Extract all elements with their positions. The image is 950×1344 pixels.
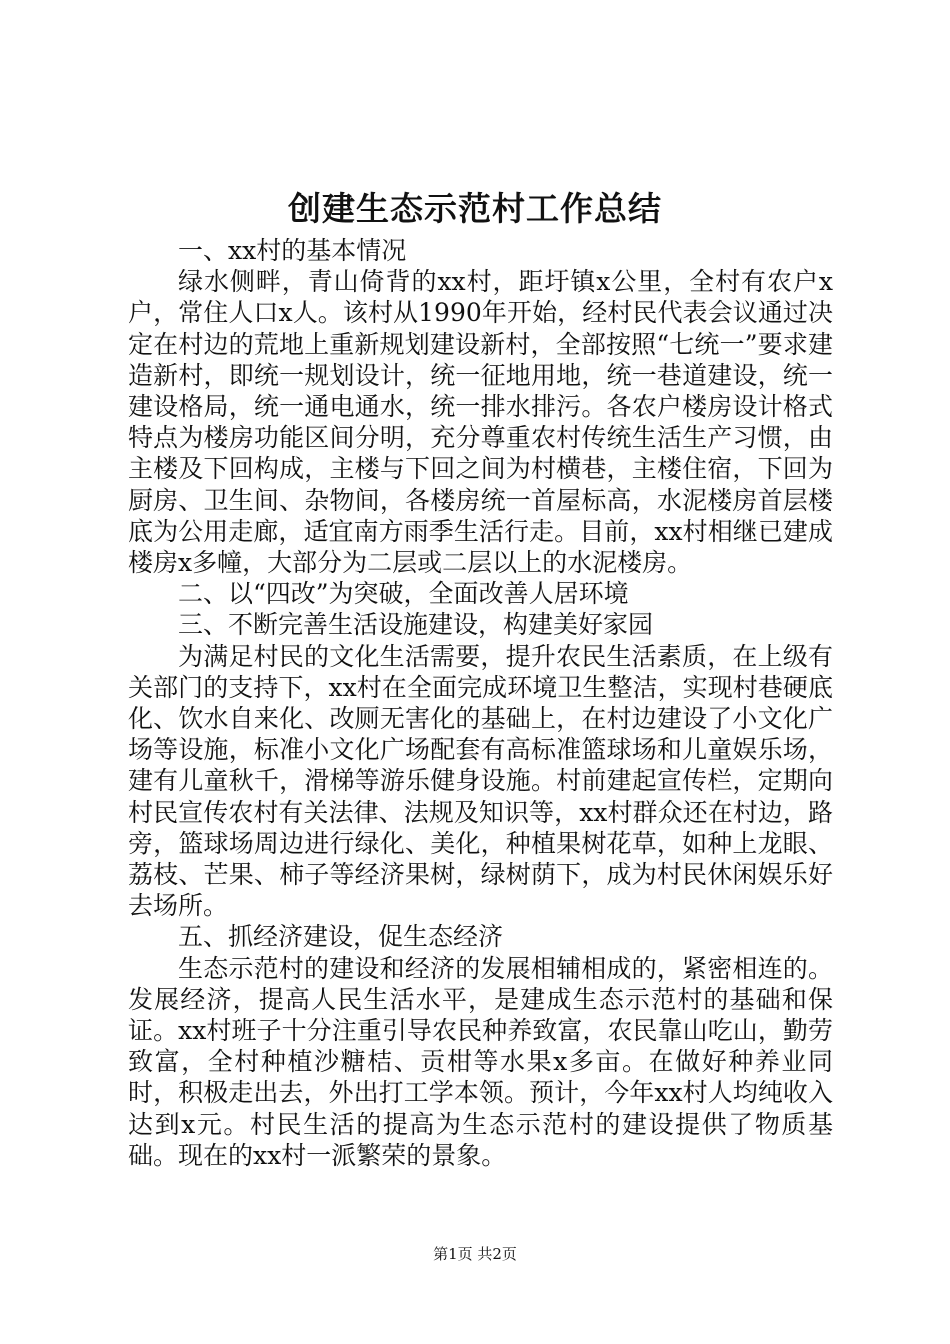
page-number-footer: 第1页 共2页: [433, 1245, 517, 1263]
document-title: 创建生态示范村工作总结: [288, 189, 662, 228]
section-heading-economy: 五、抓经济建设，促生态经济: [178, 922, 504, 952]
paragraph-facilities: 为满足村民的文化生活需要，提升农民生活素质，在上级有关部门的支持下，xx村在全面完成环境卫生整洁，实现村巷硬底化、饮水自来化、改厕无害化的基础上，在村边建设了小文化广场等设施，标准小文化广场配套有高标准篮球场和儿童娱乐场，建有儿童秋千，滑梯等游乐健身设施。村前建起宣传栏，定期向村民宣传农村有关法律、法规及知识等，xx村群众还在村边，路旁，篮球场周边进行绿化、美化，种植果树花草，如种上龙眼、荔枝、芒果、柿子等经济果树，绿树荫下，成为村民休闲娱乐好去场所。: [128, 641, 833, 921]
section-heading-basic-info: 一、xx村的基本情况: [178, 236, 407, 265]
section-heading-four-reforms: 二、以“四改”为突破，全面改善人居环境: [178, 579, 629, 609]
document-body: [128, 235, 833, 1171]
paragraph-basic-info: 绿水侧畔，青山倚背的xx村，距圩镇x公里，全村有农户x户，常住人口x人。该村从1990年开始，经村民代表会议通过决定在村边的荒地上重新规划建设新村，全部按照“七统一”要求建造新村，即统一规划设计，统一征地用地，统一巷道建设，统一建设格局，统一通电通水，统一排水排污。各农户楼房设计格式特点为楼房功能区间分明，充分尊重农村传统生活生产习惯，由主楼及下回构成，主楼与下回之间为村横巷，主楼住宿，下回为厨房、卫生间、杂物间，各楼房统一首屋标高，水泥楼房首层楼底为公用走廊，适宜南方雨季生活行走。目前，xx村相继已建成楼房x多幢，大部分为二层或二层以上的水泥楼房。: [128, 267, 833, 578]
section-heading-facilities: 三、不断完善生活设施建设，构建美好家园: [178, 610, 654, 640]
paragraph-economy: 生态示范村的建设和经济的发展相辅相成的，紧密相连的。发展经济，提高人民生活水平，是建成生态示范村的基础和保证。xx村班子十分注重引导农民种养致富，农民靠山吃山，勤劳致富，全村种植沙糖桔、贡柑等水果x多亩。在做好种养业同时，积极走出去，外出打工学本领。预计，今年xx村人均纯收入达到x元。村民生活的提高为生态示范村的建设提供了物质基础。现在的xx村一派繁荣的景象。: [128, 953, 833, 1170]
